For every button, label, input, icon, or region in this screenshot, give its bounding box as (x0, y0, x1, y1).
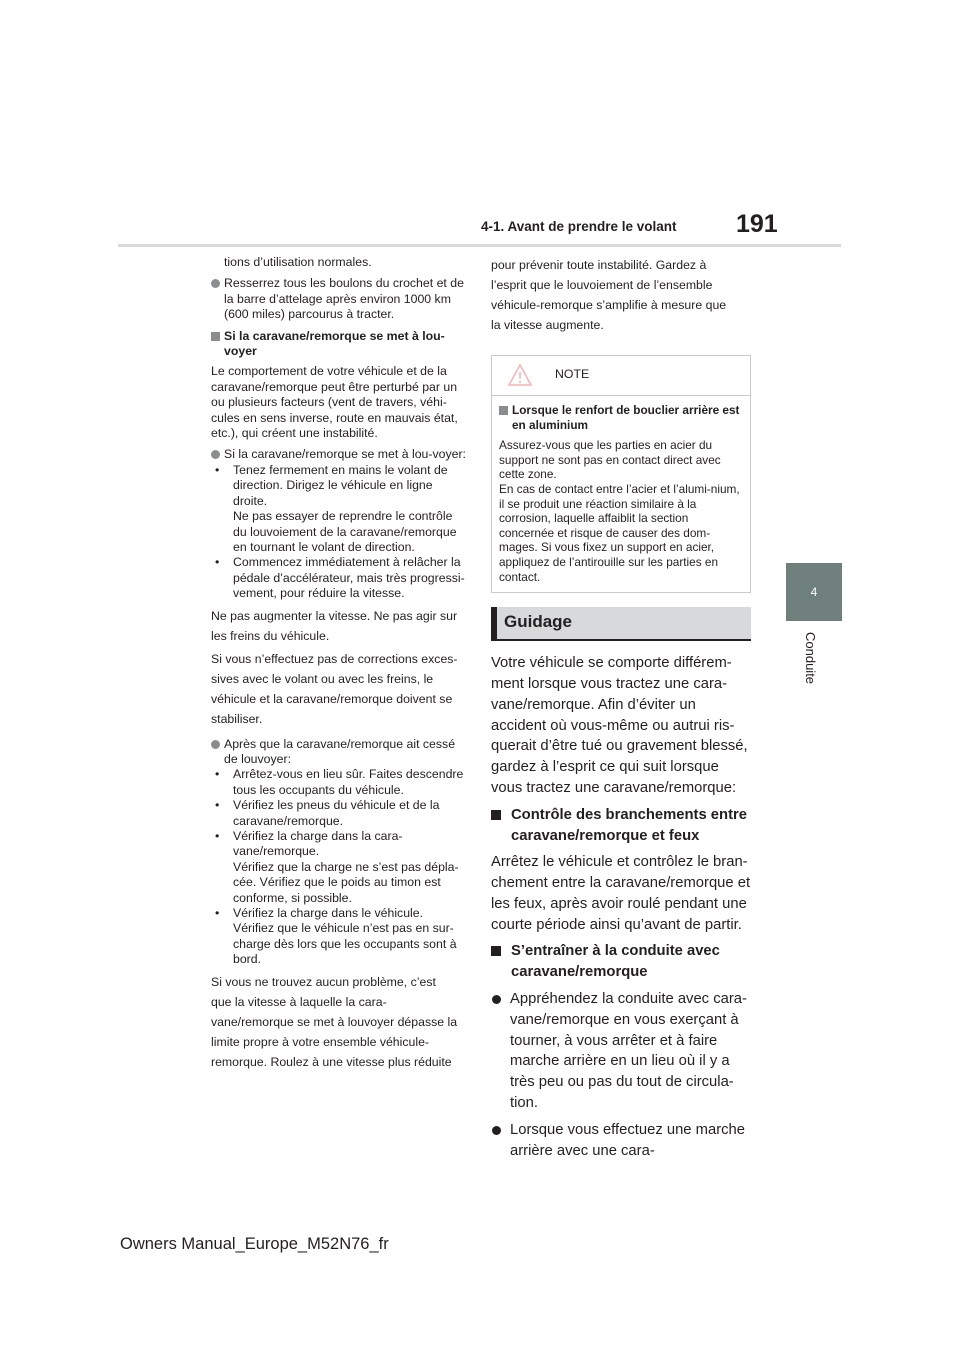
subheading: Si la caravane/remorque se met à lou-voyer (211, 329, 469, 360)
paragraph: Si vous ne trouvez aucun problème, c’est que la vitesse à laquelle la cara- vane/remorque se met à louvoyer dépasse la limite propre à votre ensemble véhicule- remorque. Roulez à une vitesse plus réduite (211, 974, 458, 1069)
note-heading: Lorsque le renfort de bouclier arrière est en aluminium (499, 403, 743, 432)
square-bullet-icon (491, 946, 501, 956)
chapter-label: Conduite (803, 632, 818, 685)
heading-bar (491, 607, 497, 639)
paragraph: Arrêtez le véhicule et contrôlez le bran-chement entre la caravane/remorque et les feux, après avoir roulé pendant une courte période ainsi qu’avant de partir. (491, 854, 751, 933)
square-bullet-icon (491, 810, 501, 820)
footer-label: Owners Manual_Europe_M52N76_fr (120, 1235, 389, 1253)
list-item: Si la caravane/remorque se met à lou-voyer: • Tenez fermement en mains le volant de direction. Dirigez le véhicule en ligne droite. Ne pas essayer de reprendre le contrôle du louvoiement de la caravane/remorque en tournant le volant de direction. • Commencez immédiatement à relâcher la pédale d’accélérateur, mais très progressi-vement, pour réduire la vitesse. (211, 447, 469, 601)
note-title: NOTE (555, 367, 590, 381)
paragraph: Le comportement de votre véhicule et de la caravane/remorque peut être perturbé par un ou plusieurs facteurs (vent de travers, véhi-cules en sens inverse, route en mauvais état, etc.), qui créent une instabilité. (211, 364, 458, 441)
sub-item: • Commencez immédiatement à relâcher la pédale d’accélérateur, mais très progressi-vement, pour réduire la vitesse. (215, 555, 465, 601)
paragraph: pour prévenir toute instabilité. Gardez à l’esprit que le louvoiement de l’ensemble véhicule-remorque s’amplifie à mesure que la vitesse augmente. (491, 258, 727, 332)
list-item: Resserrez tous les boulons du crochet et de la barre d’attelage après environ 1000 km (600 miles) parcourus à tracter. (211, 276, 469, 322)
section-heading (491, 607, 751, 639)
page-number: 191 (736, 210, 778, 238)
bullet-icon (492, 1126, 501, 1135)
chapter-number: 4 (810, 585, 818, 599)
list-item: Lorsque vous effectuez une marche arrière avec une cara- (491, 1120, 751, 1162)
sub-item: • Vérifiez la charge dans la cara-vane/remorque. Vérifiez que la charge ne s’est pas dépla-cée. Vérifiez que le poids au timon est conforme, si possible. (215, 828, 459, 905)
paragraph: Votre véhicule se comporte différem-ment lorsque vous tractez une cara-vane/remorque. Afin d’éviter un accident où vous-même ou autrui ris-querait d’être tué ou gravement blessé, gardez à l’esprit ce qui suit lorsque vous tractez une caravane/remorque: (491, 655, 748, 796)
right-column (491, 255, 751, 1161)
note-box (491, 355, 751, 593)
sub-item: • Vérifiez la charge dans le véhicule. Vérifiez que le véhicule n’est pas en sur-charge dès lors que les occupants sont à bord. (215, 906, 457, 967)
list-item: Après que la caravane/remorque ait cessé de louvoyer: • Arrêtez-vous en lieu sûr. Faites descendre tous les occupants du véhicule. • Vérifiez les pneus du véhicule et de la caravane/remorque. • Vérifiez la charge dans la cara-vane/remorque. Vérifiez que la charge ne s’est pas dépla-cée. Vérifiez que le poids au timon est conforme, si possible. • Vérifiez la charge dans le véhicule. Vérifiez que le véhicule n’est pas en sur-charge dès lors que les occupants sont à bord. (211, 737, 469, 968)
note-header (492, 356, 750, 396)
warning-triangle-icon (507, 363, 533, 387)
subheading: S’entraîner à la conduite avec caravane/remorque (491, 941, 751, 983)
square-bullet-icon (211, 332, 220, 341)
bullet-icon (211, 279, 220, 288)
note-body: Lorsque le renfort de bouclier arrière est en aluminium Assurez-vous que les parties en acier du support ne sont pas en contact direct avec cette zone. En cas de contact entre l’acier et l’alumi-nium, il se produit une réaction similaire à la corrosion, laquelle affaiblit la section concernée et risque de causer des dom-mages. Si vous fixez un support en acier, appliquez de l’antirouille sur les parties en contact. (492, 396, 750, 584)
bullet-icon (211, 740, 220, 749)
square-bullet-icon (499, 406, 508, 415)
sub-item: • Vérifiez les pneus du véhicule et de la caravane/remorque. (215, 798, 440, 828)
heading-rule (491, 639, 751, 641)
paragraph: Ne pas augmenter la vitesse. Ne pas agir sur les freins du véhicule. (211, 608, 458, 643)
header-rule (118, 244, 841, 247)
list-item: Appréhendez la conduite avec cara-vane/remorque en vous exerçant à tourner, à vous arrêter et à faire marche arrière en un lieu où il y a très peu ou pas du tout de circula-tion. (491, 989, 751, 1114)
section-title: 4-1. Avant de prendre le volant (481, 219, 677, 234)
sub-item: • Tenez fermement en mains le volant de direction. Dirigez le véhicule en ligne droite. Ne pas essayer de reprendre le contrôle du louvoiement de la caravane/remorque en tournant le volant de direction. (215, 462, 457, 554)
paragraph: Si vous n’effectuez pas de corrections exces- sives avec le volant ou avec les freins, le véhicule et la caravane/remorque doivent se stabiliser. (211, 651, 458, 726)
bullet-icon (492, 995, 501, 1004)
left-column (211, 255, 469, 1072)
section-heading-title: Guidage (504, 612, 573, 632)
sub-item: • Arrêtez-vous en lieu sûr. Faites descendre tous les occupants du véhicule. (215, 767, 464, 797)
subheading: Contrôle des branchements entre caravane/remorque et feux (491, 805, 751, 847)
bullet-icon (211, 450, 220, 459)
continued-text: tions d’utilisation normales. (224, 255, 372, 269)
